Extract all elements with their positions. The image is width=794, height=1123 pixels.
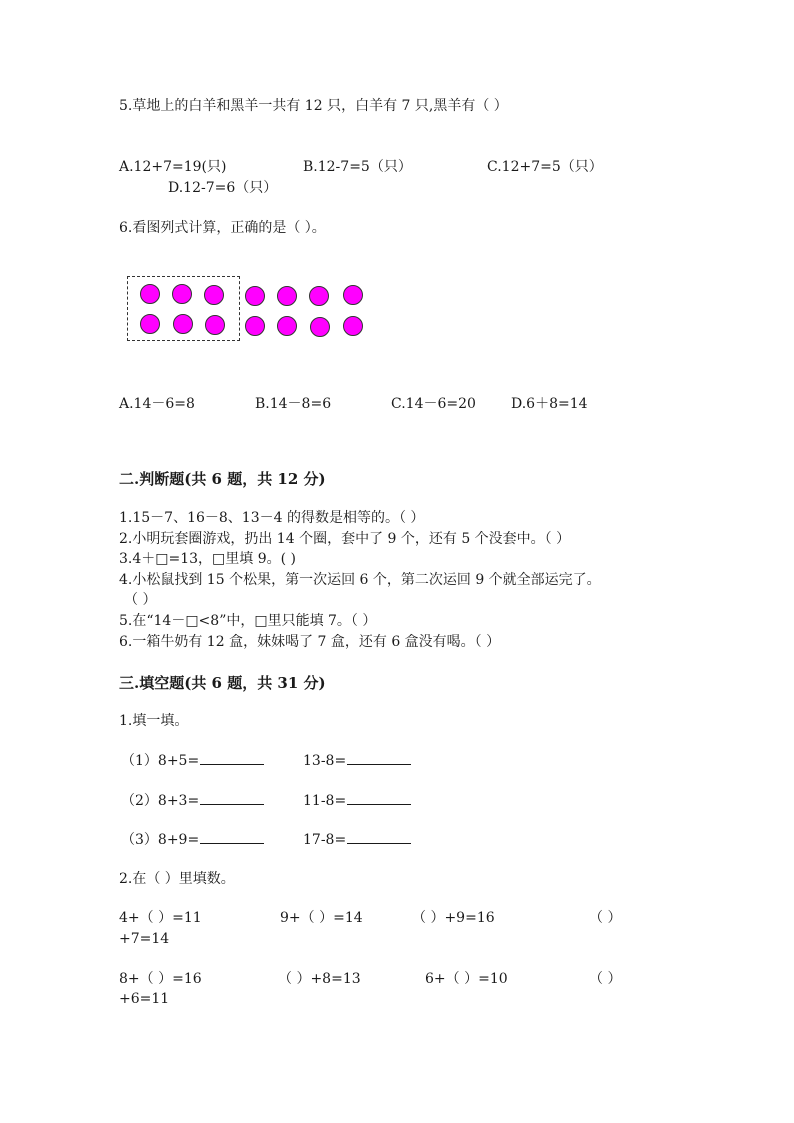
fill-q2-r1-c4: （ ） — [589, 910, 622, 926]
fill-q1-stem: 1.填一填。 — [119, 713, 189, 729]
judgment-item-4: 4.小松鼠找到 15 个松果，第一次运回 6 个，第二次运回 9 个就全部运完了。 — [119, 572, 601, 588]
dot — [140, 314, 160, 334]
dot — [245, 286, 265, 306]
fill-q1-row3-left — [121, 831, 264, 849]
fill-expr: （3）8+9= — [121, 832, 200, 848]
dot — [172, 284, 192, 304]
dot — [309, 286, 329, 306]
fill-q1-row3-right — [303, 831, 411, 849]
dot — [205, 315, 225, 335]
fill-q2-r1-c3: （ ）+9=16 — [412, 910, 495, 926]
fill-q1-row2-right — [303, 792, 411, 810]
judgment-item-1: 1.15－7、16－8、13－4 的得数是相等的。（ ） — [119, 510, 425, 526]
fill-q1-row1-right — [303, 752, 411, 770]
answer-blank[interactable] — [200, 792, 264, 805]
fill-q2-stem: 2.在（ ）里填数。 — [119, 871, 235, 887]
dot — [277, 316, 297, 336]
fill-q2-r2-wrap: +6=11 — [119, 991, 170, 1007]
fill-q2-r1-c1: 4+（ ）=11 — [119, 910, 202, 926]
fill-q1-row2-left — [121, 792, 264, 810]
section3-title: 三.填空题(共 6 题，共 31 分) — [119, 674, 326, 692]
fill-q1-row1-left — [121, 752, 264, 770]
judgment-item-3: 3.4＋□=13，□里填 9。( ) — [119, 551, 296, 567]
q5-option-c: C.12+7=5（只） — [487, 159, 603, 175]
fill-expr: 17-8= — [303, 832, 347, 848]
dot — [343, 285, 363, 305]
q6-option-c: C.14－6=20 — [391, 396, 476, 412]
dot — [245, 316, 265, 336]
dot — [277, 286, 297, 306]
fill-q2-r1-c2: 9+（ ）=14 — [280, 910, 363, 926]
q6-stem: 6.看图列式计算，正确的是（ ）。 — [119, 220, 326, 236]
judgment-item-4-bracket: （ ） — [124, 592, 157, 608]
q5-option-d: D.12-7=6（只） — [168, 180, 278, 196]
fill-expr: 13-8= — [303, 753, 347, 769]
dot — [343, 316, 363, 336]
judgment-item-5: 5.在“14－□<8”中，□里只能填 7。（ ） — [119, 613, 377, 629]
answer-blank[interactable] — [347, 831, 411, 844]
answer-blank[interactable] — [200, 831, 264, 844]
fill-q2-r1-wrap: +7=14 — [119, 931, 170, 947]
answer-blank[interactable] — [200, 752, 264, 765]
q5-option-a: A.12+7=19(只) — [119, 159, 227, 175]
answer-blank[interactable] — [347, 792, 411, 805]
q6-option-a: A.14－6=8 — [119, 396, 195, 412]
fill-expr: 11-8= — [303, 793, 347, 809]
fill-expr: （1）8+5= — [121, 753, 200, 769]
fill-q2-r2-c1: 8+（ ）=16 — [119, 971, 202, 987]
fill-q2-r2-c2: （ ）+8=13 — [278, 971, 361, 987]
q6-option-b: B.14－8=6 — [255, 396, 332, 412]
judgment-item-6: 6.一箱牛奶有 12 盒，妹妹喝了 7 盒，还有 6 盒没有喝。（ ） — [119, 634, 501, 650]
dot — [173, 314, 193, 334]
q6-option-d: D.6＋8=14 — [511, 396, 588, 412]
answer-blank[interactable] — [347, 752, 411, 765]
dot — [140, 284, 160, 304]
fill-q2-r2-c4: （ ） — [589, 971, 622, 987]
q5-option-b: B.12-7=5（只） — [303, 159, 412, 175]
judgment-item-2: 2.小明玩套圈游戏，扔出 14 个圈，套中了 9 个，还有 5 个没套中。（ ） — [119, 531, 571, 547]
q5-stem: 5.草地上的白羊和黑羊一共有 12 只，白羊有 7 只,黑羊有（ ） — [119, 98, 508, 114]
dot — [204, 285, 224, 305]
fill-expr: （2）8+3= — [121, 793, 200, 809]
dot — [310, 317, 330, 337]
fill-q2-r2-c3: 6+（ ）=10 — [425, 971, 508, 987]
section2-title: 二.判断题(共 6 题，共 12 分) — [119, 470, 326, 488]
